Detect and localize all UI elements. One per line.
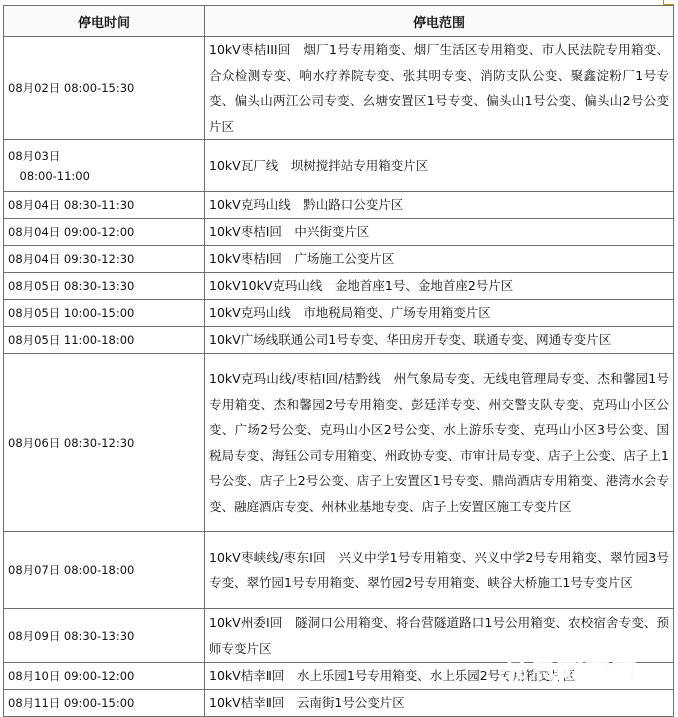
- row-time: 08月05日 11:00-18:00: [4, 327, 205, 354]
- row-scope: 10kV枣峡线/枣东I回 兴义中学1号专用箱变、兴义中学2号专用箱变、翠竹园3号专变、翠竹园1号专用箱变、翠竹园2号专用箱变、峡谷大桥施工1号专变片区: [205, 532, 674, 609]
- table-row: [4, 532, 674, 609]
- site-watermark-logo: [498, 647, 678, 687]
- table-row: [4, 690, 674, 717]
- row-scope: 10kV10kV克玛山线 金地首座1号、金地首座2号片区: [205, 273, 674, 300]
- row-time: 08月03日 08:00-11:00: [4, 140, 205, 192]
- row-time: 08月10日 09:00-12:00: [4, 663, 205, 690]
- table-row: [4, 37, 674, 140]
- row-time: 08月09日 08:30-13:30: [4, 609, 205, 663]
- table-header-row: [4, 6, 674, 37]
- row-scope: 10kV瓦厂线 坝树搅拌站专用箱变片区: [205, 140, 674, 192]
- row-scope: 10kV广场线联通公司1号专变、华田房开专变、联通专变、网通专变片区: [205, 327, 674, 354]
- table-row: [4, 140, 674, 192]
- outage-table: [3, 5, 674, 717]
- row-scope: 10kV克玛山线 黔山路口公变片区: [205, 192, 674, 219]
- row-scope: 10kV桔幸Ⅱ回 云南街1号公变片区: [205, 690, 674, 717]
- row-scope: 10kV枣桔III回 烟厂1号专用箱变、烟厂生活区专用箱变、市人民法院专用箱变、合众检测专变、响水疗养院专变、张其明专变、消防支队公变、聚鑫淀粉厂1号专变、偏头山两江公司专变、幺塘安置区1号专变、偏头山1号公变、偏头山2号公变片区: [205, 37, 674, 140]
- row-time: 08月04日 09:00-12:00: [4, 219, 205, 246]
- header-scope: 停电范围: [205, 6, 674, 37]
- table-row: [4, 327, 674, 354]
- row-time: 08月06日 08:30-12:30: [4, 354, 205, 532]
- row-time: 08月04日 08:30-11:30: [4, 192, 205, 219]
- row-time: 08月02日 08:00-15:30: [4, 37, 205, 140]
- header-time: 停电时间: [4, 6, 205, 37]
- table-row: [4, 219, 674, 246]
- row-scope: 10kV克玛山线 市地税局箱变、广场专用箱变片区: [205, 300, 674, 327]
- table-row: [4, 273, 674, 300]
- row-scope: 10kV桔幸Ⅱ回 水上乐园1号专用箱变、水上乐园2号专用箱变片区: [205, 663, 674, 690]
- row-scope: 10kV州委I回 隧洞口公用箱变、将台营隧道路口1号公用箱变、农校宿舍专变、预师专变片区: [205, 609, 674, 663]
- row-scope: 10kV克玛山线/枣桔Ⅰ回/桔黔线 州气象局专变、无线电管理局专变、杰和馨园1号专用箱变、杰和馨园2号专用箱变、彭廷洋专变、州交警支队专变、克玛山小区公变、广场2号公变、克玛山小区2号公变、水上游乐专变、克玛山小区3号公变、国税局专变、海钰公司专用箱变、州政协专变、市审计局专变、店子上公变、店子上1号公变、店子上2号公变、店子上安置区1号专变、鼎尚酒店专用箱变、港湾水会专变、融庭酒店专变、州林业基地专变、店子上安置区施工专变片区: [205, 354, 674, 532]
- row-scope: 10kV枣桔I回 广场施工公变片区: [205, 246, 674, 273]
- row-time: 08月04日 09:30-12:30: [4, 246, 205, 273]
- row-scope: 10kV枣桔I回 中兴街变片区: [205, 219, 674, 246]
- table-row: [4, 246, 674, 273]
- row-time: 08月05日 08:30-13:30: [4, 273, 205, 300]
- watermark-text: 亮点黔西南: [502, 653, 637, 684]
- table-row: [4, 354, 674, 532]
- table-row: [4, 192, 674, 219]
- table-row: [4, 300, 674, 327]
- row-time: 08月11日 09:00-15:00: [4, 690, 205, 717]
- row-time: 08月07日 08:00-18:00: [4, 532, 205, 609]
- row-time: 08月05日 10:00-15:00: [4, 300, 205, 327]
